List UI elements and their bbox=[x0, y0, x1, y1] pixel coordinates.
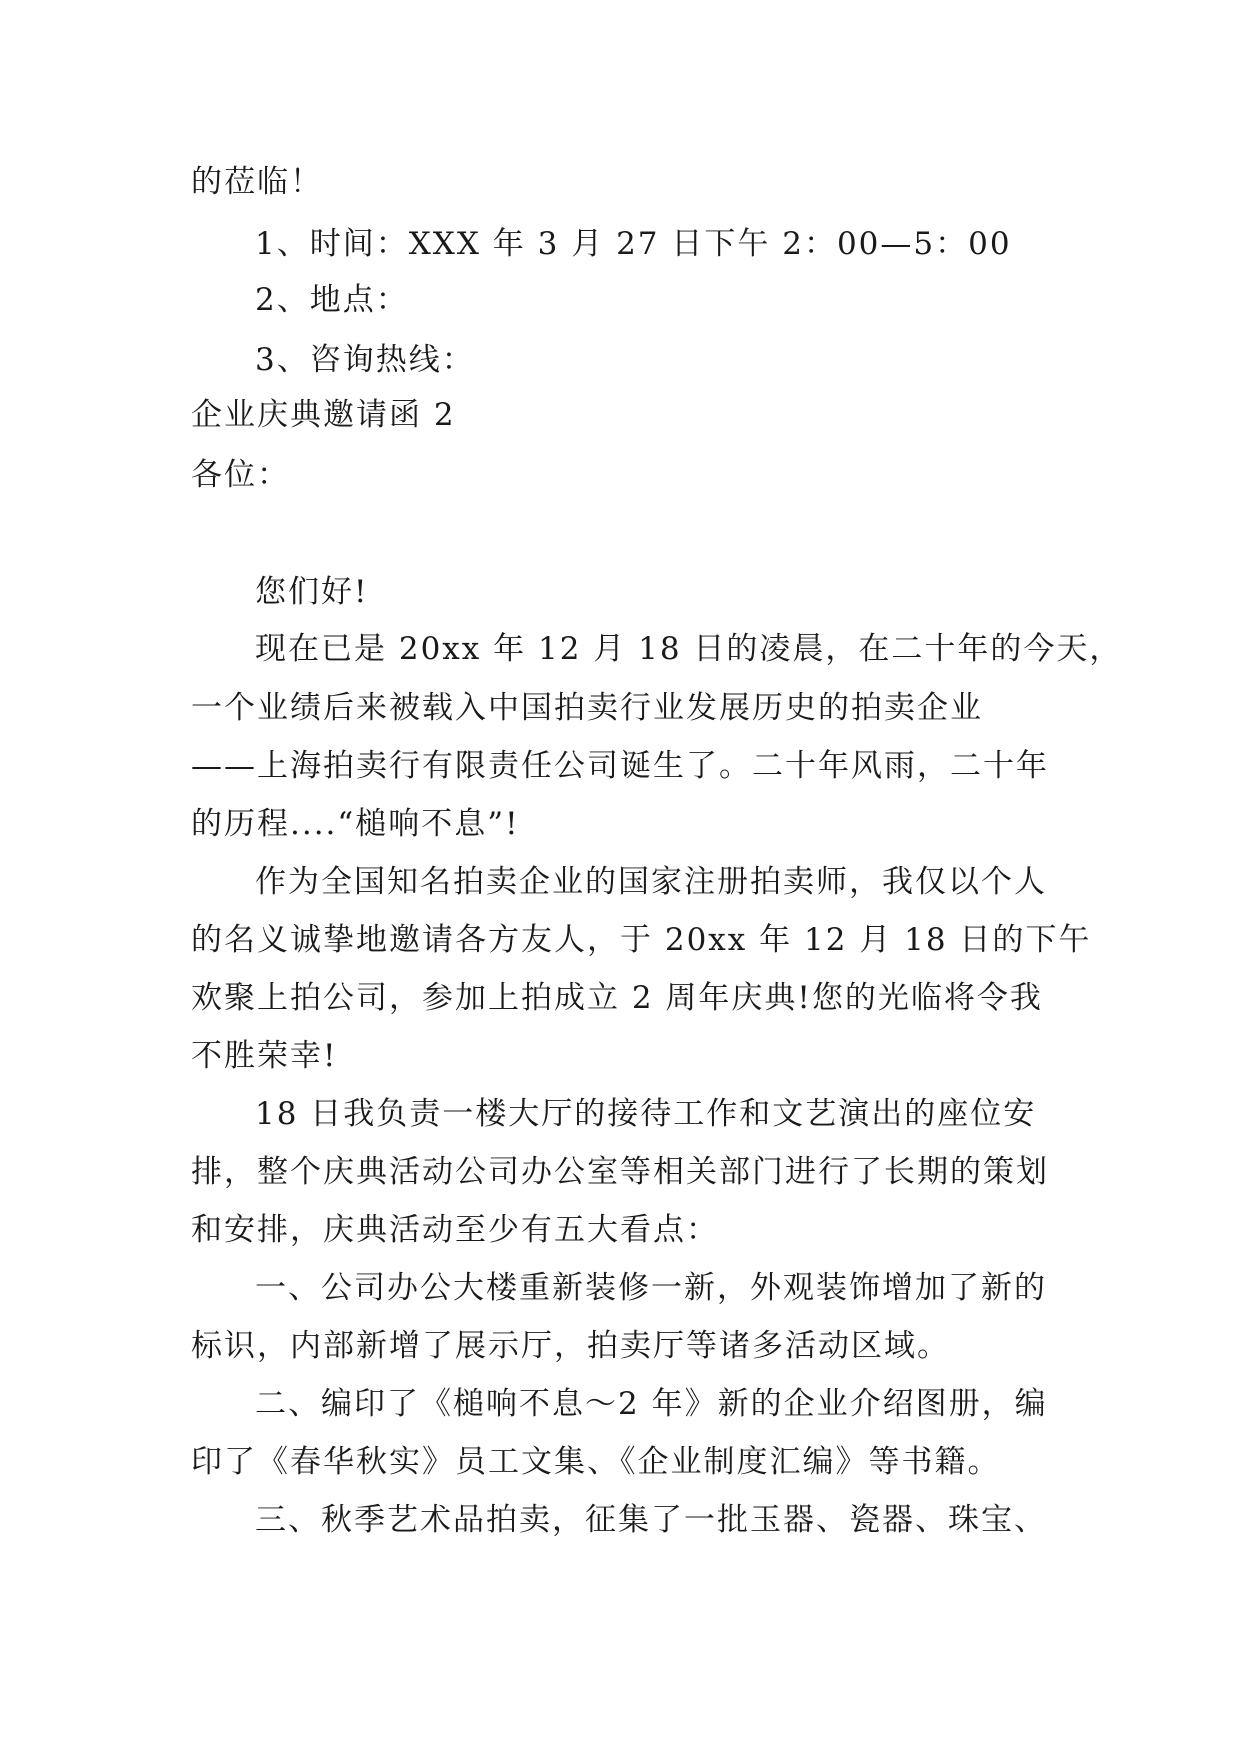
paragraph-line: 三、秋季艺术品拍卖，征集了一批玉器、瓷器、珠宝、 bbox=[255, 1502, 1047, 1538]
paragraph-line: 的历程....“槌响不息”! bbox=[191, 806, 520, 842]
paragraph-line: ——上海拍卖行有限责任公司诞生了。二十年风雨，二十年 bbox=[191, 748, 1049, 784]
paragraph-line: 一个业绩后来被载入中国拍卖行业发展历史的拍卖企业 bbox=[191, 690, 983, 726]
paragraph-line: 的莅临！ bbox=[191, 164, 323, 200]
list-item-hotline: 3、咨询热线： bbox=[255, 342, 475, 378]
paragraph-line: 欢聚上拍公司，参加上拍成立 2 周年庆典!您的光临将令我 bbox=[191, 980, 1043, 1016]
paragraph-line: 现在已是 20xx 年 12 月 18 日的凌晨，在二十年的今天， bbox=[255, 631, 1123, 667]
paragraph-line: 作为全国知名拍卖企业的国家注册拍卖师，我仅以个人 bbox=[255, 864, 1047, 900]
salutation: 各位： bbox=[191, 457, 290, 493]
paragraph-line: 18 日我负责一楼大厅的接待工作和文艺演出的座位安 bbox=[255, 1096, 1037, 1132]
list-item-time: 1、时间：XXX 年 3 月 27 日下午 2：00—5：00 bbox=[255, 226, 1012, 262]
document-title: 企业庆典邀请函 2 bbox=[191, 397, 456, 433]
list-item-location: 2、地点： bbox=[255, 282, 409, 318]
paragraph-line: 标识，内部新增了展示厅，拍卖厅等诸多活动区域。 bbox=[191, 1328, 950, 1364]
greeting: 您们好! bbox=[255, 574, 369, 610]
paragraph-line: 不胜荣幸! bbox=[191, 1038, 338, 1074]
paragraph-line: 的名义诚挚地邀请各方友人，于 20xx 年 12 月 18 日的下午 bbox=[191, 922, 1092, 958]
paragraph-line: 排，整个庆典活动公司办公室等相关部门进行了长期的策划 bbox=[191, 1154, 1049, 1190]
paragraph-line: 印了《春华秋实》员工文集、《企业制度汇编》等书籍。 bbox=[191, 1444, 1001, 1480]
paragraph-line: 二、编印了《槌响不息～2 年》新的企业介绍图册，编 bbox=[255, 1386, 1048, 1422]
paragraph-line: 和安排，庆典活动至少有五大看点： bbox=[191, 1212, 719, 1248]
paragraph-line: 一、公司办公大楼重新装修一新，外观装饰增加了新的 bbox=[255, 1270, 1047, 1306]
